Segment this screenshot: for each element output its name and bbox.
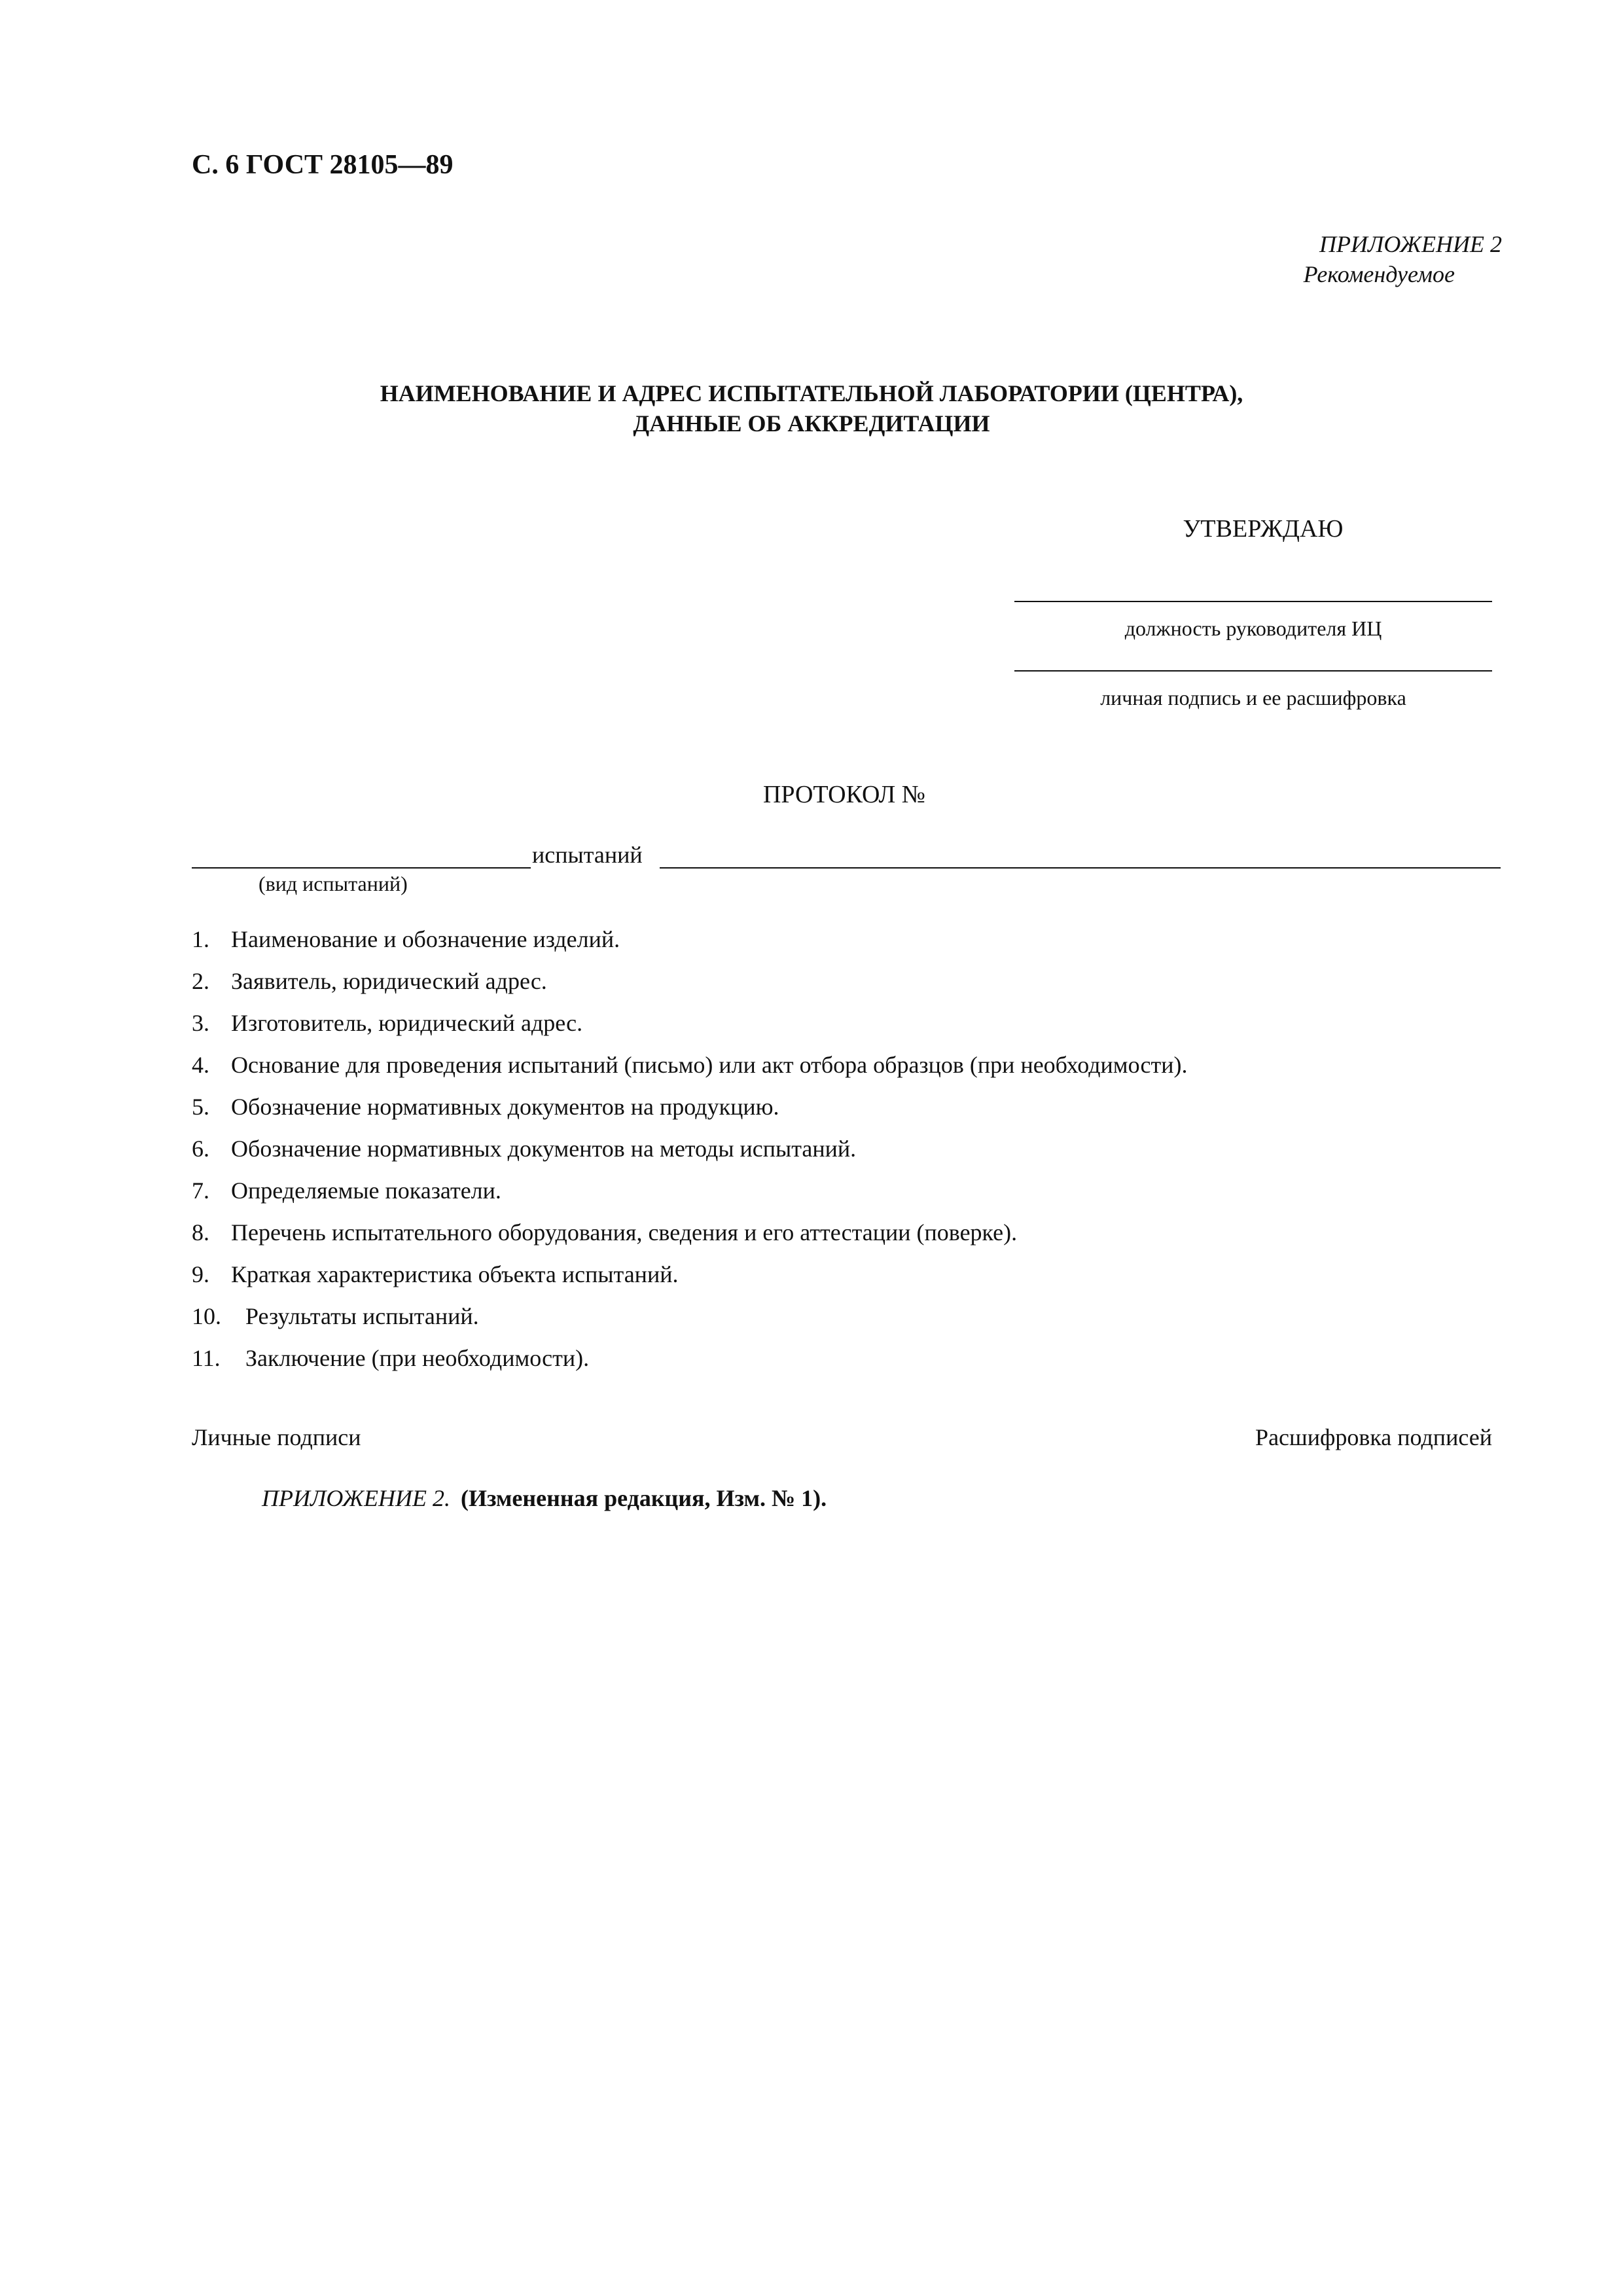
- lab-title-line-1: НАИМЕНОВАНИЕ И АДРЕС ИСПЫТАТЕЛЬНОЙ ЛАБОРАТОРИИ (ЦЕНТРА),: [380, 380, 1243, 406]
- personal-signature-block: [1008, 670, 1499, 710]
- list-item: 3. Изготовитель, юридический адрес.: [192, 1010, 583, 1036]
- protocol-title: ПРОТОКОЛ №: [762, 781, 926, 808]
- position-signature-block: [1008, 601, 1499, 641]
- list-item: 4. Основание для проведения испытаний (письмо) или акт отбора образцов (при необходимости).: [192, 1052, 1188, 1078]
- test-object-blank: [660, 867, 1501, 869]
- position-caption: должность руководителя ИЦ: [1124, 617, 1382, 640]
- list-item: 5. Обозначение нормативных документов на продукцию.: [192, 1094, 779, 1120]
- personal-signatures-label: Личные подписи: [192, 1424, 361, 1450]
- list-item: 10. Результаты испытаний.: [192, 1303, 479, 1329]
- edition-text: (Измененная редакция, Изм. № 1).: [460, 1485, 827, 1511]
- list-item: 8. Перечень испытательного оборудования, сведения и его аттестации (поверке).: [192, 1219, 1018, 1246]
- test-kind-caption: (вид испытаний): [259, 872, 408, 895]
- list-item: 7. Определяемые показатели.: [192, 1177, 501, 1204]
- signature-blank-line: [1014, 670, 1492, 672]
- lab-title: [0, 378, 1623, 439]
- appendix-label-block: [1109, 229, 1502, 289]
- approval-label: УТВЕРЖДАЮ: [1183, 515, 1344, 543]
- position-blank-line: [1014, 601, 1492, 602]
- test-kind-blank: [192, 867, 531, 869]
- list-item: 6. Обозначение нормативных документов на методы испытаний.: [192, 1136, 857, 1162]
- list-item: 2. Заявитель, юридический адрес.: [192, 968, 547, 994]
- edition-ref: ПРИЛОЖЕНИЕ 2.: [262, 1485, 450, 1511]
- list-item: 11. Заключение (при необходимости).: [192, 1345, 590, 1371]
- appendix-status: Рекомендуемое: [1303, 261, 1455, 287]
- edition-note: [262, 1484, 827, 1512]
- page-header: С. 6 ГОСТ 28105—89: [192, 150, 454, 180]
- signature-caption: личная подпись и ее расшифровка: [1100, 686, 1406, 709]
- list-item: 9. Краткая характеристика объекта испытаний.: [192, 1261, 679, 1287]
- test-word: испытаний: [532, 842, 643, 868]
- protocol-items-list: [192, 918, 1501, 1379]
- list-item: 1. Наименование и обозначение изделий.: [192, 926, 620, 952]
- lab-title-line-2: ДАННЫЕ ОБ АККРЕДИТАЦИИ: [633, 410, 990, 437]
- signatures-transcript-label: Расшифровка подписей: [1255, 1424, 1492, 1450]
- appendix-label: ПРИЛОЖЕНИЕ 2: [1319, 231, 1502, 257]
- test-kind-line: [192, 841, 1501, 874]
